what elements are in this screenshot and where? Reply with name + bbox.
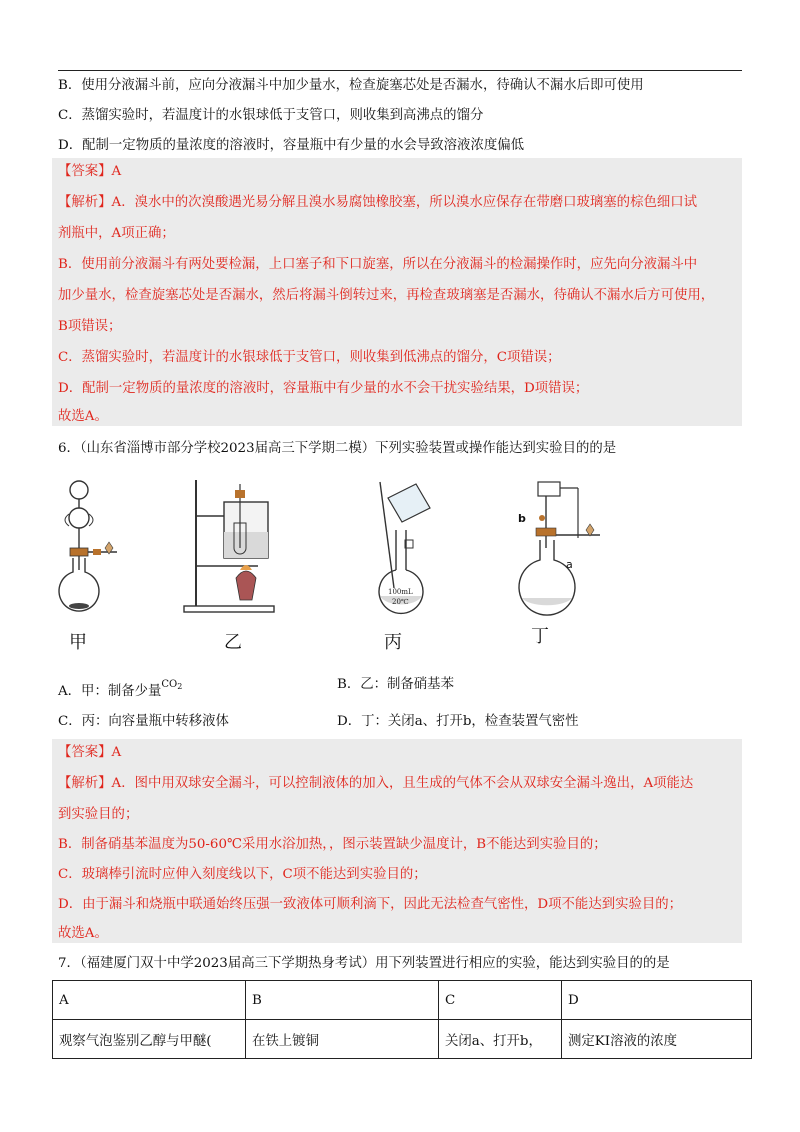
table-cell: 在铁上镀铜 (246, 1020, 439, 1059)
q6-analysis-line: 到实验目的； (58, 807, 139, 822)
valve-a-label: a (566, 558, 573, 571)
table-cell: 测定KI溶液的浓度 (562, 1020, 752, 1059)
table-cell: 观察气泡鉴别乙醇与甲醚( (53, 1020, 246, 1059)
q6-option-d: D．丁：关闭a、打开b，检查装置气密性 (337, 714, 579, 729)
q6-option-c: C．丙：向容量瓶中转移液体 (58, 714, 229, 729)
q5-analysis-line: D．配制一定物质的量浓度的溶液时，容量瓶中有少量的水不会干扰实验结果，D项错误； (58, 381, 589, 396)
table-header-cell: D (562, 981, 752, 1020)
caption-bing: 丙 (384, 632, 402, 653)
q5-analysis-line: B．使用前分液漏斗有两处要检漏，上口塞子和下口旋塞，所以在分液漏斗的检漏操作时，应先向分液漏斗中 (58, 257, 698, 272)
caption-jia: 甲 (69, 632, 87, 653)
apparatus-jia (55, 478, 125, 618)
q5-analysis-line: 加少量水，检查旋塞芯处是否漏水，然后将漏斗倒转过来，再检查玻璃塞是否漏水，待确认不漏水后方可使用， (58, 288, 715, 303)
table-header-cell: C (439, 981, 562, 1020)
table-cell: 关闭a、打开b， (439, 1020, 562, 1059)
q7-stem: 7．（福建厦门双十中学2023届高三下学期热身考试）用下列装置进行相应的实验，能达到实验目的的是 (58, 956, 670, 971)
q7-options-table (52, 980, 752, 1059)
apparatus-bing (362, 478, 442, 618)
q6-answer: 【答案】A (58, 745, 122, 760)
q5-answer: 【答案】A (58, 164, 122, 179)
flask-volume-label: 100mL (388, 588, 413, 596)
q5-analysis-line: 故选A。 (58, 409, 108, 424)
caption-yi: 乙 (224, 632, 242, 653)
q6-analysis-line: B．制备硝基苯温度为50-60℃采用水浴加热，，图示装置缺少温度计，B不能达到实验目的； (58, 837, 607, 852)
header-rule (58, 70, 742, 71)
table-row (53, 1020, 752, 1059)
apparatus-ding (508, 478, 608, 618)
q6-analysis-line: C．玻璃棒引流时应伸入刻度线以下，C项不能达到实验目的； (58, 867, 427, 882)
q6-analysis-line: 【解析】A．图中用双球安全漏斗，可以控制液体的加入，且生成的气体不会从双球安全漏斗逸出，A项能达 (58, 776, 694, 791)
q6-analysis-line: 故选A。 (58, 926, 108, 941)
q6-option-a: A．甲：制备少量$^{CO_2}$ (58, 679, 183, 699)
table-row (53, 981, 752, 1020)
q5-analysis-line: B项错误； (58, 319, 122, 334)
q5-option-b: B．使用分液漏斗前，应向分液漏斗中加少量水，检查旋塞芯处是否漏水，待确认不漏水后即可使用 (58, 78, 644, 93)
apparatus-yi (178, 478, 288, 618)
q6-analysis-line: D．由于漏斗和烧瓶中联通始终压强一致液体可顺利滴下，因此无法检查气密性，D项不能达到实验目的； (58, 897, 683, 912)
q6-stem: 6．（山东省淄博市部分学校2023届高三下学期二模）下列实验装置或操作能达到实验目的的是 (58, 441, 617, 456)
q5-analysis-line: C．蒸馏实验时，若温度计的水银球低于支管口，则收集到低沸点的馏分，C项错误； (58, 350, 561, 365)
q5-option-d: D．配制一定物质的量浓度的溶液时，容量瓶中有少量的水会导致溶液浓度偏低 (58, 138, 525, 153)
valve-b-label: b (518, 512, 526, 525)
caption-ding: 丁 (531, 626, 549, 647)
q5-analysis-line: 剂瓶中，A项正确； (58, 226, 175, 241)
flask-temp-label: 20℃ (392, 598, 409, 606)
table-header-cell: B (246, 981, 439, 1020)
q5-option-c: C．蒸馏实验时，若温度计的水银球低于支管口，则收集到高沸点的馏分 (58, 108, 484, 123)
table-header-cell: A (53, 981, 246, 1020)
q6-option-b: B．乙：制备硝基苯 (337, 677, 454, 692)
q5-analysis-line: 【解析】A．溴水中的次溴酸遇光易分解且溴水易腐蚀橡胶塞，所以溴水应保存在带磨口玻璃塞的棕色细口试 (58, 195, 698, 210)
